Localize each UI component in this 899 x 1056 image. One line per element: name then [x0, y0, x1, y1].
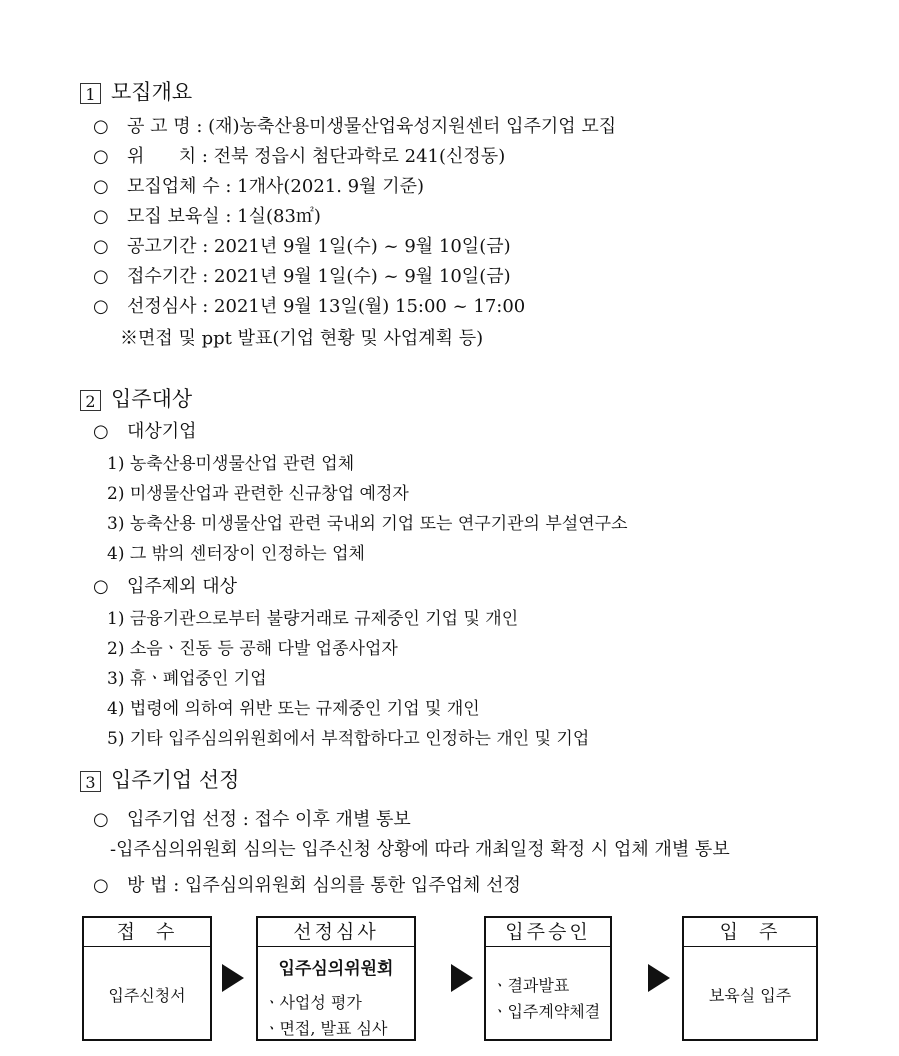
- circle-bullet: ○: [93, 236, 109, 257]
- section1-number: 1: [80, 83, 101, 104]
- circle-bullet: ○: [93, 576, 109, 597]
- flow-step-line: ㆍ입주계약체결: [492, 1002, 601, 1021]
- section3-number: 3: [80, 771, 101, 792]
- flow-step-approval: [484, 916, 612, 1041]
- list-item: 1) 농축산용미생물산업 관련 업체: [107, 454, 355, 474]
- circle-bullet: ○: [93, 176, 109, 197]
- list-item: ○ 모집업체 수 : 1개사(2021. 9월 기준): [93, 176, 425, 197]
- circle-bullet: ○: [93, 206, 109, 227]
- section1-title: 모집개요: [111, 80, 193, 104]
- circle-bullet: ○: [93, 296, 109, 317]
- list-item: 3) 농축산용 미생물산업 관련 국내외 기업 또는 연구기관의 부설연구소: [107, 514, 628, 534]
- section2-title: 입주대상: [111, 387, 193, 411]
- list-item: 2) 소음ㆍ진동 등 공해 다발 업종사업자: [107, 639, 398, 659]
- flow-step-body: 입주신청서: [108, 986, 186, 1005]
- list-item: ○ 공 고 명 : (재)농축산용미생물산업육성지원센터 입주기업 모집: [93, 116, 617, 137]
- list-item: 2) 미생물산업과 관련한 신규창업 예정자: [107, 484, 409, 504]
- section1-note: ※면접 및 ppt 발표(기업 현황 및 사업계획 등): [120, 328, 484, 349]
- flow-step-heading: 입주심의위원회: [278, 959, 394, 979]
- flow-step-title: 선정심사: [258, 918, 414, 947]
- section3-title: 입주기업 선정: [111, 768, 240, 792]
- circle-bullet: ○: [93, 146, 109, 167]
- flow-step-line: ㆍ사업성 평가: [264, 993, 362, 1012]
- flow-step-title: 입 주: [684, 918, 816, 947]
- section3-heading: [80, 764, 239, 794]
- subsection-title: ○ 입주제외 대상: [93, 576, 238, 597]
- flow-step-review: [256, 916, 416, 1041]
- list-item: ○ 선정심사 : 2021년 9월 13일(월) 15:00 ~ 17:00: [93, 296, 526, 317]
- flow-step-line: ㆍ결과발표: [492, 976, 570, 995]
- list-item: ○ 공고기간 : 2021년 9월 1일(수) ~ 9월 10일(금): [93, 236, 511, 257]
- section2-number: 2: [80, 390, 101, 411]
- list-item: 5) 기타 입주심의위원회에서 부적합하다고 인정하는 개인 및 기업: [107, 729, 590, 749]
- flow-step-move-in: [682, 916, 818, 1041]
- list-item: 4) 그 밖의 센터장이 인정하는 업체: [107, 544, 365, 564]
- flow-step-line: ㆍ면접, 발표 심사: [264, 1019, 388, 1038]
- circle-bullet: ○: [93, 421, 109, 442]
- circle-bullet: ○: [93, 266, 109, 287]
- section1-heading: [80, 76, 192, 106]
- flow-step-title: 입주승인: [486, 918, 610, 947]
- arrow-right-icon: [648, 964, 670, 992]
- flow-step-title: 접 수: [84, 918, 210, 947]
- list-item: 1) 금융기관으로부터 불량거래로 규제중인 기업 및 개인: [107, 609, 519, 629]
- list-item: ○ 입주기업 선정 : 접수 이후 개별 통보: [93, 809, 411, 830]
- circle-bullet: ○: [93, 875, 109, 896]
- list-item: ○ 방 법 : 입주심의위원회 심의를 통한 입주업체 선정: [93, 875, 521, 896]
- list-item: 3) 휴ㆍ폐업중인 기업: [107, 669, 267, 689]
- list-item: 4) 법령에 의하여 위반 또는 규제중인 기업 및 개인: [107, 699, 480, 719]
- arrow-right-icon: [222, 964, 244, 992]
- section3-note: -입주심의위원회 심의는 입주신청 상황에 따라 개최일정 확정 시 업체 개별 통보: [110, 839, 730, 860]
- flow-step-body: 보육실 입주: [708, 986, 792, 1005]
- circle-bullet: ○: [93, 116, 109, 137]
- arrow-right-icon: [451, 964, 473, 992]
- list-item: ○ 위 치 : 전북 정읍시 첨단과학로 241(신정동): [93, 146, 506, 167]
- circle-bullet: ○: [93, 809, 109, 830]
- flow-step-receipt: [82, 916, 212, 1041]
- list-item: ○ 접수기간 : 2021년 9월 1일(수) ~ 9월 10일(금): [93, 266, 511, 287]
- list-item: ○ 모집 보육실 : 1실(83㎡): [93, 206, 321, 227]
- subsection-title: ○ 대상기업: [93, 421, 197, 442]
- section2-heading: [80, 383, 192, 413]
